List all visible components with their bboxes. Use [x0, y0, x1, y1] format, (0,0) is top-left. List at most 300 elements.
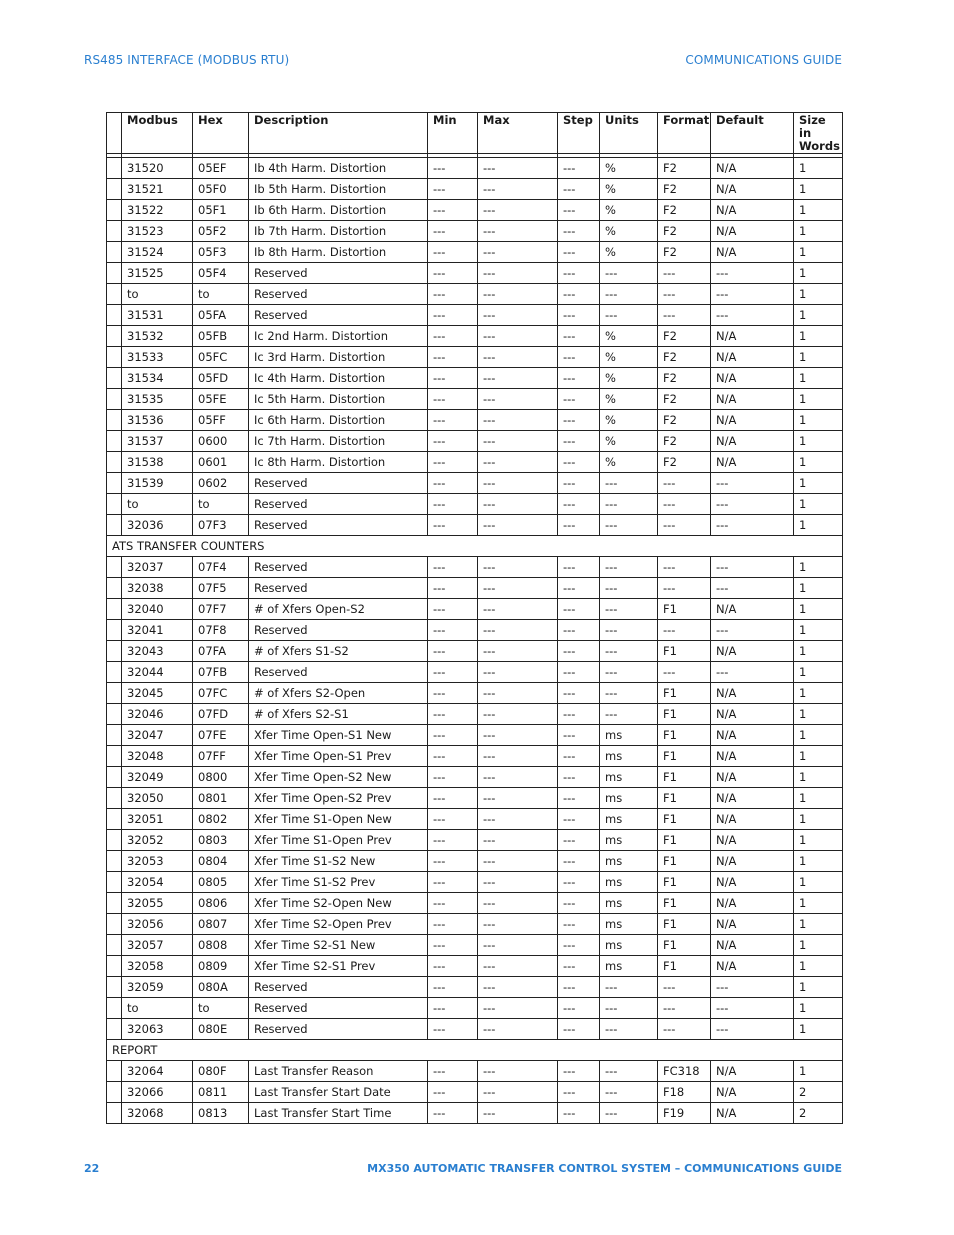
- format-cell: F1: [658, 809, 711, 830]
- format-cell: ---: [658, 515, 711, 536]
- description-cell: Reserved: [249, 1019, 428, 1040]
- step-cell: ---: [558, 494, 600, 515]
- hex-cell: 0807: [193, 914, 249, 935]
- step-cell: ---: [558, 851, 600, 872]
- description-cell: Xfer Time S1-Open New: [249, 809, 428, 830]
- min-cell: ---: [428, 452, 478, 473]
- min-cell: ---: [428, 473, 478, 494]
- min-cell: ---: [428, 179, 478, 200]
- table-row: [107, 179, 843, 200]
- max-cell: ---: [478, 809, 558, 830]
- size-cell: 1: [794, 557, 843, 578]
- units-cell: ---: [600, 1082, 658, 1103]
- format-cell: F1: [658, 704, 711, 725]
- size-cell: 1: [794, 221, 843, 242]
- table-row: [107, 431, 843, 452]
- modbus-cell: 32064: [122, 1061, 193, 1082]
- description-cell: Ic 4th Harm. Distortion: [249, 368, 428, 389]
- modbus-cell: 32051: [122, 809, 193, 830]
- hex-cell: 0600: [193, 431, 249, 452]
- units-cell: %: [600, 200, 658, 221]
- table-row: [107, 305, 843, 326]
- table-row: [107, 641, 843, 662]
- hex-cell: 07FF: [193, 746, 249, 767]
- format-cell: F1: [658, 641, 711, 662]
- table-row: [107, 977, 843, 998]
- hex-cell: 05EF: [193, 158, 249, 179]
- default-cell: N/A: [711, 767, 794, 788]
- modbus-cell: 31539: [122, 473, 193, 494]
- min-cell: ---: [428, 431, 478, 452]
- description-cell: Reserved: [249, 473, 428, 494]
- min-cell: ---: [428, 662, 478, 683]
- col-header-hex: Hex: [193, 113, 249, 154]
- table-row: [107, 368, 843, 389]
- modbus-cell: 31538: [122, 452, 193, 473]
- format-cell: ---: [658, 284, 711, 305]
- size-cell: 1: [794, 935, 843, 956]
- units-cell: ---: [600, 1019, 658, 1040]
- hex-cell: to: [193, 998, 249, 1019]
- description-cell: Xfer Time S2-S1 New: [249, 935, 428, 956]
- max-cell: ---: [478, 200, 558, 221]
- min-cell: ---: [428, 1019, 478, 1040]
- format-cell: F2: [658, 347, 711, 368]
- indent-cell: [107, 914, 122, 935]
- max-cell: ---: [478, 242, 558, 263]
- indent-cell: [107, 1082, 122, 1103]
- min-cell: ---: [428, 389, 478, 410]
- max-cell: ---: [478, 515, 558, 536]
- indent-cell: [107, 431, 122, 452]
- indent-cell: [107, 935, 122, 956]
- table-row: [107, 1103, 843, 1124]
- modbus-cell: 31536: [122, 410, 193, 431]
- indent-cell: [107, 683, 122, 704]
- description-cell: Reserved: [249, 662, 428, 683]
- min-cell: ---: [428, 158, 478, 179]
- modbus-cell: 31535: [122, 389, 193, 410]
- default-cell: N/A: [711, 326, 794, 347]
- max-cell: ---: [478, 452, 558, 473]
- section-title: REPORT: [107, 1040, 843, 1061]
- min-cell: ---: [428, 704, 478, 725]
- step-cell: ---: [558, 410, 600, 431]
- step-cell: ---: [558, 893, 600, 914]
- max-cell: ---: [478, 1061, 558, 1082]
- hex-cell: 07F5: [193, 578, 249, 599]
- table-row: [107, 242, 843, 263]
- hex-cell: 0806: [193, 893, 249, 914]
- min-cell: ---: [428, 347, 478, 368]
- indent-cell: [107, 263, 122, 284]
- modbus-cell: 32038: [122, 578, 193, 599]
- step-cell: ---: [558, 263, 600, 284]
- indent-cell: [107, 200, 122, 221]
- description-cell: Xfer Time S2-Open Prev: [249, 914, 428, 935]
- format-cell: ---: [658, 1019, 711, 1040]
- running-header-guide: COMMUNICATIONS GUIDE: [685, 53, 842, 67]
- col-header-format: Format: [658, 113, 711, 154]
- size-cell: 1: [794, 725, 843, 746]
- format-cell: F19: [658, 1103, 711, 1124]
- min-cell: ---: [428, 410, 478, 431]
- max-cell: ---: [478, 977, 558, 998]
- default-cell: N/A: [711, 809, 794, 830]
- size-cell: 1: [794, 872, 843, 893]
- units-cell: ---: [600, 977, 658, 998]
- modbus-cell: 32054: [122, 872, 193, 893]
- min-cell: ---: [428, 494, 478, 515]
- min-cell: ---: [428, 998, 478, 1019]
- modbus-cell: 32046: [122, 704, 193, 725]
- max-cell: ---: [478, 725, 558, 746]
- units-cell: ms: [600, 851, 658, 872]
- hex-cell: 05F4: [193, 263, 249, 284]
- indent-cell: [107, 389, 122, 410]
- step-cell: ---: [558, 326, 600, 347]
- size-cell: 1: [794, 998, 843, 1019]
- modbus-cell: 31521: [122, 179, 193, 200]
- indent-cell: [107, 830, 122, 851]
- size-cell: 1: [794, 746, 843, 767]
- indent-cell: [107, 788, 122, 809]
- format-cell: ---: [658, 620, 711, 641]
- table-row: [107, 515, 843, 536]
- default-cell: ---: [711, 620, 794, 641]
- format-cell: F2: [658, 410, 711, 431]
- default-cell: N/A: [711, 704, 794, 725]
- min-cell: ---: [428, 305, 478, 326]
- modbus-cell: to: [122, 998, 193, 1019]
- table-row: [107, 998, 843, 1019]
- min-cell: ---: [428, 620, 478, 641]
- hex-cell: 0802: [193, 809, 249, 830]
- units-cell: ms: [600, 830, 658, 851]
- description-cell: # of Xfers S1-S2: [249, 641, 428, 662]
- default-cell: ---: [711, 515, 794, 536]
- modbus-cell: 32045: [122, 683, 193, 704]
- description-cell: Xfer Time S1-S2 New: [249, 851, 428, 872]
- size-cell: 1: [794, 452, 843, 473]
- table-row: [107, 263, 843, 284]
- max-cell: ---: [478, 662, 558, 683]
- max-cell: ---: [478, 557, 558, 578]
- max-cell: ---: [478, 599, 558, 620]
- format-cell: F1: [658, 767, 711, 788]
- step-cell: ---: [558, 641, 600, 662]
- format-cell: F1: [658, 935, 711, 956]
- indent-cell: [107, 662, 122, 683]
- units-cell: %: [600, 389, 658, 410]
- units-cell: ms: [600, 893, 658, 914]
- default-cell: N/A: [711, 410, 794, 431]
- format-cell: F2: [658, 221, 711, 242]
- units-cell: ---: [600, 704, 658, 725]
- default-cell: N/A: [711, 956, 794, 977]
- description-cell: Last Transfer Start Date: [249, 1082, 428, 1103]
- table-row: [107, 389, 843, 410]
- min-cell: ---: [428, 242, 478, 263]
- units-cell: ---: [600, 284, 658, 305]
- format-cell: F2: [658, 326, 711, 347]
- units-cell: ---: [600, 515, 658, 536]
- default-cell: N/A: [711, 935, 794, 956]
- default-cell: N/A: [711, 431, 794, 452]
- table-row: [107, 872, 843, 893]
- indent-cell: [107, 1061, 122, 1082]
- hex-cell: 0804: [193, 851, 249, 872]
- indent-cell: [107, 1019, 122, 1040]
- description-cell: Xfer Time Open-S1 New: [249, 725, 428, 746]
- hex-cell: 0601: [193, 452, 249, 473]
- step-cell: ---: [558, 872, 600, 893]
- units-cell: ---: [600, 599, 658, 620]
- size-cell: 1: [794, 326, 843, 347]
- modbus-cell: 32041: [122, 620, 193, 641]
- hex-cell: 05FE: [193, 389, 249, 410]
- step-cell: ---: [558, 557, 600, 578]
- size-cell: 1: [794, 956, 843, 977]
- indent-cell: [107, 557, 122, 578]
- units-cell: %: [600, 158, 658, 179]
- max-cell: ---: [478, 683, 558, 704]
- hex-cell: 07FD: [193, 704, 249, 725]
- max-cell: ---: [478, 788, 558, 809]
- hex-cell: 0803: [193, 830, 249, 851]
- description-cell: Ic 3rd Harm. Distortion: [249, 347, 428, 368]
- format-cell: F1: [658, 683, 711, 704]
- units-cell: ms: [600, 809, 658, 830]
- units-cell: %: [600, 368, 658, 389]
- table-row: [107, 683, 843, 704]
- size-cell: 1: [794, 1061, 843, 1082]
- format-cell: ---: [658, 473, 711, 494]
- description-cell: Xfer Time S1-Open Prev: [249, 830, 428, 851]
- format-cell: F1: [658, 830, 711, 851]
- units-cell: ---: [600, 1103, 658, 1124]
- step-cell: ---: [558, 200, 600, 221]
- size-cell: 2: [794, 1103, 843, 1124]
- size-cell: 1: [794, 284, 843, 305]
- hex-cell: 0809: [193, 956, 249, 977]
- max-cell: ---: [478, 935, 558, 956]
- modbus-cell: to: [122, 284, 193, 305]
- size-cell: 1: [794, 200, 843, 221]
- format-cell: ---: [658, 977, 711, 998]
- default-cell: N/A: [711, 725, 794, 746]
- min-cell: ---: [428, 956, 478, 977]
- modbus-cell: 32048: [122, 746, 193, 767]
- size-cell: 1: [794, 515, 843, 536]
- min-cell: ---: [428, 599, 478, 620]
- hex-cell: 07F4: [193, 557, 249, 578]
- size-cell: 1: [794, 914, 843, 935]
- indent-cell: [107, 599, 122, 620]
- units-cell: ms: [600, 725, 658, 746]
- indent-cell: [107, 977, 122, 998]
- indent-cell: [107, 956, 122, 977]
- format-cell: F2: [658, 431, 711, 452]
- max-cell: ---: [478, 641, 558, 662]
- hex-cell: 0801: [193, 788, 249, 809]
- format-cell: F18: [658, 1082, 711, 1103]
- modbus-cell: 32036: [122, 515, 193, 536]
- hex-cell: 07F3: [193, 515, 249, 536]
- indent-cell: [107, 494, 122, 515]
- format-cell: F2: [658, 179, 711, 200]
- min-cell: ---: [428, 368, 478, 389]
- max-cell: ---: [478, 872, 558, 893]
- description-cell: Ib 6th Harm. Distortion: [249, 200, 428, 221]
- min-cell: ---: [428, 914, 478, 935]
- format-cell: F1: [658, 914, 711, 935]
- max-cell: ---: [478, 431, 558, 452]
- default-cell: N/A: [711, 683, 794, 704]
- description-cell: Ic 2nd Harm. Distortion: [249, 326, 428, 347]
- default-cell: N/A: [711, 389, 794, 410]
- step-cell: ---: [558, 158, 600, 179]
- default-cell: N/A: [711, 452, 794, 473]
- hex-cell: 07FC: [193, 683, 249, 704]
- units-cell: ---: [600, 494, 658, 515]
- format-cell: F2: [658, 389, 711, 410]
- indent-cell: [107, 284, 122, 305]
- min-cell: ---: [428, 935, 478, 956]
- modbus-cell: 32068: [122, 1103, 193, 1124]
- size-cell: 1: [794, 578, 843, 599]
- min-cell: ---: [428, 1103, 478, 1124]
- units-cell: ---: [600, 578, 658, 599]
- max-cell: ---: [478, 347, 558, 368]
- description-cell: Xfer Time Open-S1 Prev: [249, 746, 428, 767]
- units-cell: ms: [600, 746, 658, 767]
- table-row: [107, 557, 843, 578]
- modbus-cell: 31531: [122, 305, 193, 326]
- indent-cell: [107, 893, 122, 914]
- step-cell: ---: [558, 935, 600, 956]
- units-cell: %: [600, 452, 658, 473]
- size-cell: 1: [794, 347, 843, 368]
- default-cell: N/A: [711, 221, 794, 242]
- col-header-max: Max: [478, 113, 558, 154]
- max-cell: ---: [478, 473, 558, 494]
- format-cell: ---: [658, 263, 711, 284]
- indent-cell: [107, 452, 122, 473]
- hex-cell: 07FA: [193, 641, 249, 662]
- col-header-step: Step: [558, 113, 600, 154]
- table-row: [107, 494, 843, 515]
- size-cell: 1: [794, 599, 843, 620]
- units-cell: ---: [600, 662, 658, 683]
- description-cell: Ic 8th Harm. Distortion: [249, 452, 428, 473]
- table-row: [107, 200, 843, 221]
- step-cell: ---: [558, 1061, 600, 1082]
- step-cell: ---: [558, 347, 600, 368]
- units-cell: ---: [600, 641, 658, 662]
- units-cell: ---: [600, 263, 658, 284]
- step-cell: ---: [558, 1019, 600, 1040]
- step-cell: ---: [558, 830, 600, 851]
- description-cell: Reserved: [249, 578, 428, 599]
- size-cell: 1: [794, 788, 843, 809]
- max-cell: ---: [478, 704, 558, 725]
- step-cell: ---: [558, 179, 600, 200]
- units-cell: %: [600, 242, 658, 263]
- size-cell: 2: [794, 1082, 843, 1103]
- indent-cell: [107, 515, 122, 536]
- units-cell: ms: [600, 788, 658, 809]
- step-cell: ---: [558, 452, 600, 473]
- max-cell: ---: [478, 284, 558, 305]
- max-cell: ---: [478, 389, 558, 410]
- indent-cell: [107, 704, 122, 725]
- hex-cell: 07FB: [193, 662, 249, 683]
- section-title: ATS TRANSFER COUNTERS: [107, 536, 843, 557]
- indent-cell: [107, 347, 122, 368]
- modbus-cell: 32047: [122, 725, 193, 746]
- table-body: [107, 158, 843, 1124]
- size-cell: 1: [794, 683, 843, 704]
- max-cell: ---: [478, 956, 558, 977]
- size-cell: 1: [794, 368, 843, 389]
- description-cell: Ib 4th Harm. Distortion: [249, 158, 428, 179]
- hex-cell: 07F8: [193, 620, 249, 641]
- size-cell: 1: [794, 851, 843, 872]
- modbus-cell: 31523: [122, 221, 193, 242]
- min-cell: ---: [428, 977, 478, 998]
- indent-cell: [107, 305, 122, 326]
- indent-cell: [107, 368, 122, 389]
- default-cell: N/A: [711, 893, 794, 914]
- hex-cell: 05FF: [193, 410, 249, 431]
- format-cell: F1: [658, 725, 711, 746]
- step-cell: ---: [558, 620, 600, 641]
- hex-cell: 0800: [193, 767, 249, 788]
- hex-cell: to: [193, 284, 249, 305]
- size-cell: 1: [794, 179, 843, 200]
- page-number: 22: [84, 1162, 100, 1175]
- description-cell: Ic 7th Harm. Distortion: [249, 431, 428, 452]
- units-cell: ---: [600, 683, 658, 704]
- description-cell: Xfer Time S1-S2 Prev: [249, 872, 428, 893]
- indent-cell: [107, 620, 122, 641]
- table-row: [107, 809, 843, 830]
- table-row: [107, 914, 843, 935]
- max-cell: ---: [478, 851, 558, 872]
- indent-cell: [107, 410, 122, 431]
- default-cell: N/A: [711, 347, 794, 368]
- min-cell: ---: [428, 557, 478, 578]
- table-row: [107, 620, 843, 641]
- indent-cell: [107, 809, 122, 830]
- default-cell: ---: [711, 473, 794, 494]
- hex-cell: 05F2: [193, 221, 249, 242]
- format-cell: ---: [658, 578, 711, 599]
- hex-cell: 0805: [193, 872, 249, 893]
- format-cell: F2: [658, 452, 711, 473]
- indent-cell: [107, 998, 122, 1019]
- table-row: [107, 704, 843, 725]
- max-cell: ---: [478, 263, 558, 284]
- min-cell: ---: [428, 578, 478, 599]
- modbus-cell: 32040: [122, 599, 193, 620]
- indent-cell: [107, 641, 122, 662]
- units-cell: ---: [600, 473, 658, 494]
- default-cell: N/A: [711, 158, 794, 179]
- default-cell: N/A: [711, 914, 794, 935]
- modbus-cell: 32043: [122, 641, 193, 662]
